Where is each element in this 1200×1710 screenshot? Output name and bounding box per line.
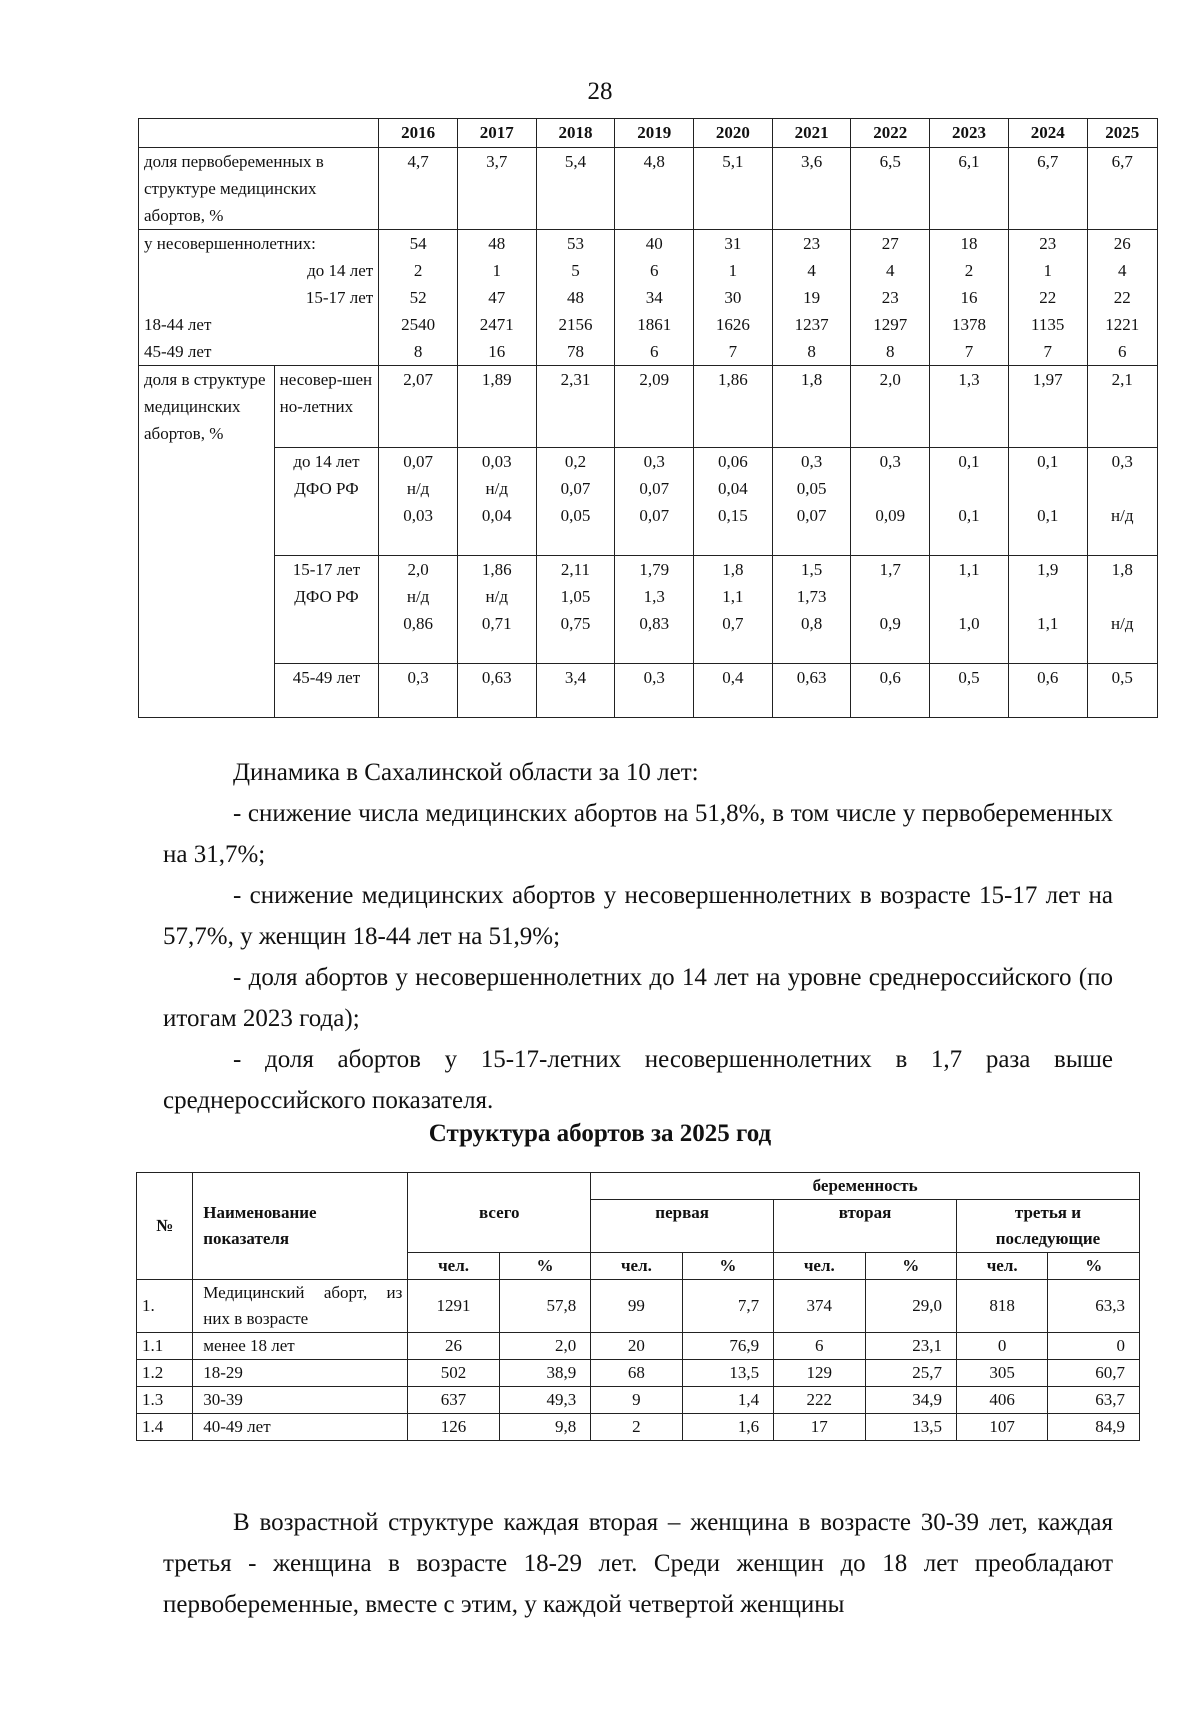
table-cell: 1,1 1,0 [930, 556, 1009, 664]
table-row [137, 1414, 1140, 1441]
table-cell: 1,5 1,73 0,8 [772, 556, 851, 664]
header-percent: % [682, 1253, 773, 1280]
table-cell: 1,8 1,1 0,7 [694, 556, 773, 664]
header-total: всего [408, 1173, 591, 1253]
table-cell: 0,3 н/д [1087, 448, 1157, 556]
paragraph-bullet-3: - доля абортов у несовершеннолетних до 14 лет на уровне среднероссийского (по итогам 2023 года); [163, 964, 1113, 1032]
table-cell: 126 [408, 1414, 499, 1441]
table-cell: 63,7 [1048, 1387, 1140, 1414]
year-header-row [139, 119, 1158, 148]
table-cell: 129 [774, 1360, 865, 1387]
table-cell: 0,2 0,07 0,05 [536, 448, 615, 556]
table-cell: Медицинский аборт, из них в возрасте [193, 1280, 408, 1333]
table-cell: 0,5 [1087, 664, 1157, 718]
table-cell: 0 [1048, 1333, 1140, 1360]
header-people: чел. [408, 1253, 499, 1280]
table-cell: 84,9 [1048, 1414, 1140, 1441]
header-indicator-name: Наименование показателя [193, 1173, 408, 1280]
sub-label: несовер-шенно-летних [274, 366, 379, 448]
table-cell: 34,9 [865, 1387, 956, 1414]
table-cell: 0,03 н/д 0,04 [457, 448, 536, 556]
label-line: у несовершеннолетних: [144, 234, 316, 253]
paragraph-age-structure: В возрастной структуре каждая вторая – женщина в возрасте 30-39 лет, каждая третья - женщина в возрасте 18-29 лет. Среди женщин до 18 лет преобладают первобеременные, вместе с этим, у каждой четвертой женщины [163, 1509, 1113, 1618]
table-row [137, 1333, 1140, 1360]
share-under14-row [139, 448, 1158, 556]
table-cell: 305 [956, 1360, 1047, 1387]
table-cell: 49,3 [499, 1387, 590, 1414]
sub-label: 45-49 лет [274, 664, 379, 718]
year-header: 2018 [536, 119, 615, 148]
table-cell: 7,7 [682, 1280, 773, 1333]
label-line: 45-49 лет [144, 342, 212, 361]
share-45-49-row [139, 664, 1158, 718]
row-label [139, 230, 379, 366]
header-percent: % [865, 1253, 956, 1280]
minors-row [139, 230, 1158, 366]
table-cell: 1,89 [457, 366, 536, 448]
table-cell: 40 6 34 1861 6 [615, 230, 694, 366]
table-cell: 502 [408, 1360, 499, 1387]
table-cell: 0,1 0,1 [930, 448, 1009, 556]
table-cell: 1.2 [137, 1360, 193, 1387]
table-cell: 6,7 [1087, 148, 1157, 230]
table-cell: 2 [591, 1414, 682, 1441]
table-cell: 31 1 30 1626 7 [694, 230, 773, 366]
abortion-structure-table [136, 1172, 1140, 1441]
table-cell: 63,3 [1048, 1280, 1140, 1333]
year-header: 2017 [457, 119, 536, 148]
table-cell: 1,8 н/д [1087, 556, 1157, 664]
table-cell: 3,6 [772, 148, 851, 230]
table-cell: 0,6 [851, 664, 930, 718]
header-row-1 [137, 1173, 1140, 1200]
primigravida-row [139, 148, 1158, 230]
header-first: первая [591, 1200, 774, 1253]
table-cell: 637 [408, 1387, 499, 1414]
table-cell: 2,11 1,05 0,75 [536, 556, 615, 664]
table-cell: 0,3 [615, 664, 694, 718]
year-header: 2016 [379, 119, 458, 148]
table-cell: 54 2 52 2540 8 [379, 230, 458, 366]
table-cell: 27 4 23 1297 8 [851, 230, 930, 366]
paragraph-dynamics-heading: Динамика в Сахалинской области за 10 лет: [233, 759, 699, 786]
table-cell: 18 2 16 1378 7 [930, 230, 1009, 366]
table-cell: 0,63 [772, 664, 851, 718]
table-cell: 0,1 0,1 [1008, 448, 1087, 556]
year-header: 2022 [851, 119, 930, 148]
table-cell: 2,0 [499, 1333, 590, 1360]
table-cell: 23,1 [865, 1333, 956, 1360]
table-cell: 1,97 [1008, 366, 1087, 448]
header-people: чел. [591, 1253, 682, 1280]
table-cell: 48 1 47 2471 16 [457, 230, 536, 366]
year-header: 2023 [930, 119, 1009, 148]
table-cell: 6,5 [851, 148, 930, 230]
table-cell: 107 [956, 1414, 1047, 1441]
table-row [137, 1280, 1140, 1333]
year-header: 2020 [694, 119, 773, 148]
label-line: до 14 лет [307, 261, 374, 280]
table-cell: 0,3 [379, 664, 458, 718]
year-header: 2025 [1087, 119, 1157, 148]
header-pregnancy: беременность [591, 1173, 1140, 1200]
table-cell: 99 [591, 1280, 682, 1333]
table-cell: 9 [591, 1387, 682, 1414]
table-cell: 1291 [408, 1280, 499, 1333]
paragraph-bullet-1: - снижение числа медицинских абортов на 51,8%, в том числе у первобеременных на 31,7%; [163, 800, 1113, 868]
table-cell: 3,7 [457, 148, 536, 230]
table-cell: 1.1 [137, 1333, 193, 1360]
table-cell: 0,4 [694, 664, 773, 718]
table-cell: 1,7 0,9 [851, 556, 930, 664]
table-cell: 0,5 [930, 664, 1009, 718]
table-cell: 0,07 н/д 0,03 [379, 448, 458, 556]
table-cell: 9,8 [499, 1414, 590, 1441]
header-blank-cell [139, 119, 379, 148]
table-cell: 5,1 [694, 148, 773, 230]
row-label: доля первобеременных в структуре медицинских абортов, % [139, 148, 379, 230]
sub-label: до 14 лет ДФО РФ [274, 448, 379, 556]
year-header: 2021 [772, 119, 851, 148]
table-cell: 4,8 [615, 148, 694, 230]
year-header: 2024 [1008, 119, 1087, 148]
table-cell: 30-39 [193, 1387, 408, 1414]
table-cell: 1,79 1,3 0,83 [615, 556, 694, 664]
table-cell: 2,07 [379, 366, 458, 448]
table-cell: 0,06 0,04 0,15 [694, 448, 773, 556]
header-people: чел. [774, 1253, 865, 1280]
table-cell: 1,4 [682, 1387, 773, 1414]
table-cell: 25,7 [865, 1360, 956, 1387]
table-cell: 222 [774, 1387, 865, 1414]
table-cell: 6,7 [1008, 148, 1087, 230]
table-cell: 1,86 [694, 366, 773, 448]
header-percent: % [1048, 1253, 1140, 1280]
table-cell: 20 [591, 1333, 682, 1360]
table-row [137, 1387, 1140, 1414]
table-cell: 1,3 [930, 366, 1009, 448]
table-cell: 1,6 [682, 1414, 773, 1441]
table-cell: 23 4 19 1237 8 [772, 230, 851, 366]
table-cell: 2,1 [1087, 366, 1157, 448]
table-cell: 2,0 н/д 0,86 [379, 556, 458, 664]
paragraph-bullet-4: - доля абортов у 15-17-летних несовершеннолетних в 1,7 раза выше среднероссийского показателя. [163, 1046, 1113, 1114]
sub-label: 15-17 лет ДФО РФ [274, 556, 379, 664]
table-cell: 1. [137, 1280, 193, 1333]
table-cell: 57,8 [499, 1280, 590, 1333]
table-cell: 76,9 [682, 1333, 773, 1360]
share-minors-row [139, 366, 1158, 448]
table-cell: 0,3 0,07 0,07 [615, 448, 694, 556]
table-cell: 818 [956, 1280, 1047, 1333]
table-cell: 1,8 [772, 366, 851, 448]
table-cell: 2,09 [615, 366, 694, 448]
table-cell: 53 5 48 2156 78 [536, 230, 615, 366]
table-cell: менее 18 лет [193, 1333, 408, 1360]
table-cell: 0 [956, 1333, 1047, 1360]
table-cell: 0,3 0,09 [851, 448, 930, 556]
table-cell: 0,6 [1008, 664, 1087, 718]
table-cell: 374 [774, 1280, 865, 1333]
table-cell: 60,7 [1048, 1360, 1140, 1387]
table-cell: 1,86 н/д 0,71 [457, 556, 536, 664]
table-cell: 13,5 [682, 1360, 773, 1387]
table-cell: 1.4 [137, 1414, 193, 1441]
row-label: доля в структуре медицинских абортов, % [139, 366, 275, 718]
table-cell: 2,0 [851, 366, 930, 448]
header-percent: % [499, 1253, 590, 1280]
table-cell: 1.3 [137, 1387, 193, 1414]
page-number: 28 [587, 78, 613, 105]
table-cell: 23 1 22 1135 7 [1008, 230, 1087, 366]
table-row [137, 1360, 1140, 1387]
table-cell: 4,7 [379, 148, 458, 230]
table-cell: 26 [408, 1333, 499, 1360]
header-third: третья и последующие [956, 1200, 1139, 1253]
header-number: № [137, 1173, 193, 1280]
paragraph-bullet-2: - снижение медицинских абортов у несовершеннолетних в возрасте 15-17 лет на 57,7%, у женщин 18-44 лет на 51,9%; [163, 882, 1113, 950]
table-cell: 6,1 [930, 148, 1009, 230]
year-header: 2019 [615, 119, 694, 148]
label-line: 15-17 лет [305, 288, 374, 307]
table-cell: 0,63 [457, 664, 536, 718]
table-cell: 38,9 [499, 1360, 590, 1387]
table-cell: 6 [774, 1333, 865, 1360]
table-cell: 68 [591, 1360, 682, 1387]
table-cell: 2,31 [536, 366, 615, 448]
table-cell: 1,9 1,1 [1008, 556, 1087, 664]
header-people: чел. [956, 1253, 1047, 1280]
header-second: вторая [774, 1200, 957, 1253]
abortion-statistics-table [138, 118, 1158, 718]
share-15-17-row [139, 556, 1158, 664]
table-cell: 0,3 0,05 0,07 [772, 448, 851, 556]
table-cell: 406 [956, 1387, 1047, 1414]
table-cell: 3,4 [536, 664, 615, 718]
table-cell: 40-49 лет [193, 1414, 408, 1441]
table-caption: Структура абортов за 2025 год [428, 1120, 772, 1147]
table-cell: 17 [774, 1414, 865, 1441]
table-cell: 13,5 [865, 1414, 956, 1441]
table-cell: 26 4 22 1221 6 [1087, 230, 1157, 366]
table-cell: 5,4 [536, 148, 615, 230]
table-cell: 29,0 [865, 1280, 956, 1333]
label-line: 18-44 лет [144, 315, 212, 334]
table-cell: 18-29 [193, 1360, 408, 1387]
